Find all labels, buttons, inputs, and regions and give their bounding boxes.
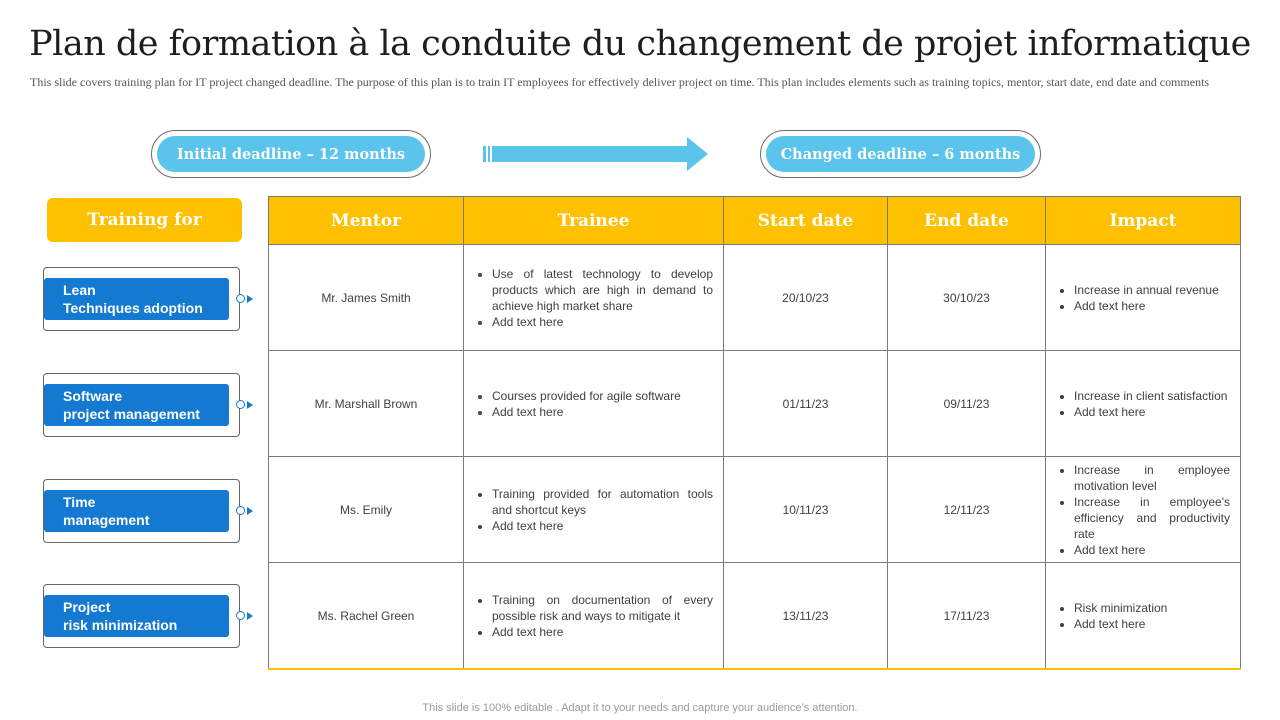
page-subtitle: This slide covers training plan for IT project changed deadline. The purpose of this plan is to train IT employees for effectively deliver project on time. This plan includes elements such as training topics, mentor, start date, end date and comments <box>30 75 1210 89</box>
topic-label-line1: Time <box>63 494 96 510</box>
table-row <box>269 563 1241 670</box>
connector-arrow-icon <box>247 507 253 515</box>
footer-note: This slide is 100% editable . Adapt it to your needs and capture your audience’s attention. <box>422 702 858 714</box>
changed-deadline-label: Changed deadline – 6 months <box>766 136 1035 172</box>
trainee-bullet: • Add text here <box>492 518 713 534</box>
trainee-cell <box>464 457 724 563</box>
end-date-cell: 12/11/23 <box>888 457 1046 563</box>
topic-label <box>44 384 229 426</box>
trainee-cell <box>464 563 724 670</box>
topic-label-line1: Project <box>63 599 111 615</box>
table-row <box>269 351 1241 457</box>
impact-cell <box>1046 245 1241 351</box>
start-date-cell: 01/11/23 <box>724 351 888 457</box>
start-date-cell: 20/10/23 <box>724 245 888 351</box>
trainee-cell <box>464 245 724 351</box>
connector-dot-icon <box>236 400 245 409</box>
impact-bullet: • Increase in employee motivation level <box>1074 462 1230 494</box>
trainee-bullet: • Training on documentation of every possible risk and ways to mitigate it <box>492 592 713 624</box>
table-row <box>269 245 1241 351</box>
trainee-cell <box>464 351 724 457</box>
topic-label-line2: project management <box>63 406 200 422</box>
impact-bullet: • Risk minimization <box>1074 600 1230 616</box>
impact-bullet: • Increase in annual revenue <box>1074 282 1230 298</box>
topic-label-line2: risk minimization <box>63 617 178 633</box>
column-header-start-date: Start date <box>724 197 888 245</box>
column-header-trainee: Trainee <box>464 197 724 245</box>
trainee-bullet: • Add text here <box>492 404 713 420</box>
initial-deadline-badge <box>151 130 431 178</box>
mentor-cell: Ms. Emily <box>269 457 464 563</box>
topic-label-line1: Lean <box>63 282 96 298</box>
topic-label <box>44 490 229 532</box>
start-date-cell: 10/11/23 <box>724 457 888 563</box>
impact-bullet: • Add text here <box>1074 298 1230 314</box>
trainee-bullet: • Courses provided for agile software <box>492 388 713 404</box>
changed-deadline-badge <box>760 130 1041 178</box>
topic-card <box>43 267 240 331</box>
connector-dot-icon <box>236 611 245 620</box>
end-date-cell: 17/11/23 <box>888 563 1046 670</box>
page-title: Plan de formation à la conduite du changement de projet informatique <box>29 24 1251 64</box>
table-header-row <box>269 197 1241 245</box>
trainee-bullet: • Add text here <box>492 314 713 330</box>
impact-cell <box>1046 351 1241 457</box>
connector-dot-icon <box>236 506 245 515</box>
topic-card <box>43 479 240 543</box>
topic-card <box>43 584 240 648</box>
training-plan-table <box>268 196 1241 670</box>
impact-bullet: • Add text here <box>1074 542 1230 558</box>
impact-cell <box>1046 457 1241 563</box>
impact-bullet: • Increase in employee's efficiency and productivity rate <box>1074 494 1230 542</box>
mentor-cell: Mr. James Smith <box>269 245 464 351</box>
connector-arrow-icon <box>247 295 253 303</box>
end-date-cell: 30/10/23 <box>888 245 1046 351</box>
connector-arrow-icon <box>247 401 253 409</box>
impact-bullet: • Increase in client satisfaction <box>1074 388 1230 404</box>
impact-cell <box>1046 563 1241 670</box>
impact-bullet: • Add text here <box>1074 616 1230 632</box>
topic-label-line2: management <box>63 512 150 528</box>
table-row <box>269 457 1241 563</box>
column-header-mentor: Mentor <box>269 197 464 245</box>
trainee-bullet: • Use of latest technology to develop products which are high in demand to achieve high market share <box>492 266 713 314</box>
connector-arrow-icon <box>247 612 253 620</box>
impact-bullet: • Add text here <box>1074 404 1230 420</box>
column-header-impact: Impact <box>1046 197 1241 245</box>
mentor-cell: Mr. Marshall Brown <box>269 351 464 457</box>
topic-label <box>44 595 229 637</box>
connector-dot-icon <box>236 294 245 303</box>
initial-deadline-label: Initial deadline – 12 months <box>157 136 425 172</box>
start-date-cell: 13/11/23 <box>724 563 888 670</box>
right-arrow-icon <box>483 137 709 171</box>
trainee-bullet: • Add text here <box>492 624 713 640</box>
end-date-cell: 09/11/23 <box>888 351 1046 457</box>
training-for-header: Training for <box>47 198 242 242</box>
topic-label-line2: Techniques adoption <box>63 300 203 316</box>
column-header-end-date: End date <box>888 197 1046 245</box>
mentor-cell: Ms. Rachel Green <box>269 563 464 670</box>
topic-card <box>43 373 240 437</box>
trainee-bullet: • Training provided for automation tools and shortcut keys <box>492 486 713 518</box>
topic-label-line1: Software <box>63 388 123 404</box>
topic-label <box>44 278 229 320</box>
